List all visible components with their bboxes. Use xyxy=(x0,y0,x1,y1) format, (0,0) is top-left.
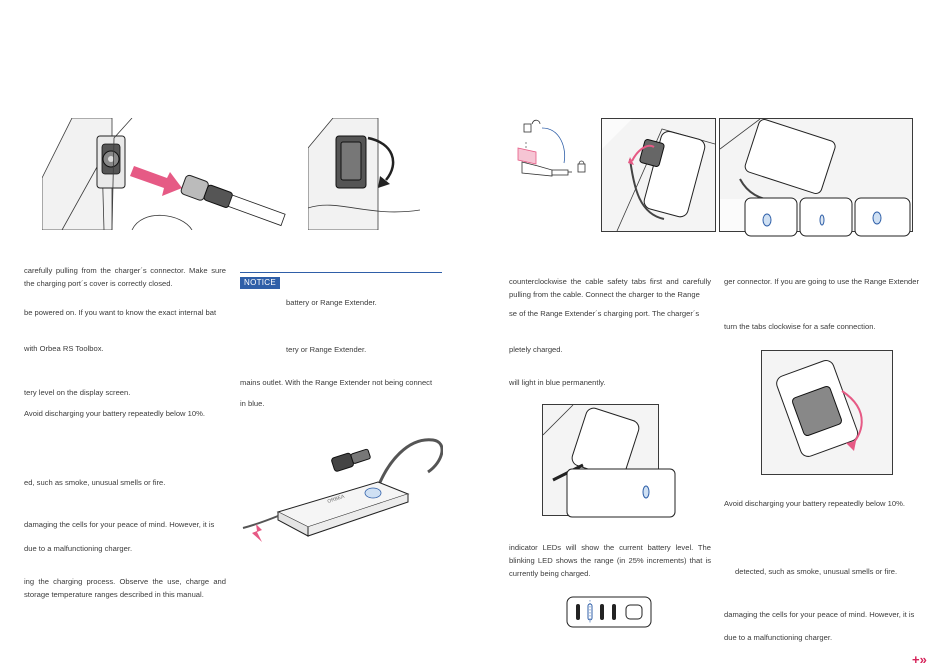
left-paragraph-2: be powered on. If you want to know the exact internal bat xyxy=(24,308,217,317)
notice-rule xyxy=(240,272,442,273)
notice-line-4: in blue. xyxy=(240,399,265,408)
charger-illustration xyxy=(238,432,443,552)
notice-line-3: mains outlet. With the Range Extender not being connect xyxy=(240,378,433,387)
charging-port-figure xyxy=(42,118,288,230)
range-extender-connect-figure xyxy=(601,118,716,232)
right-paragraph-3: pletely charged. xyxy=(509,345,563,354)
far-right-paragraph-5: damaging the cells for your peace of mind. However, it is xyxy=(724,610,915,619)
left-paragraph-7: damaging the cells for your peace of mind. However, it is xyxy=(24,520,215,529)
far-right-paragraph-4: detected, such as smoke, unusual smells or fire. xyxy=(735,567,898,576)
next-page-button[interactable]: +» xyxy=(912,652,927,667)
right-paragraph-1: counterclockwise the cable safety tabs first and carefully pulling from the cable. Connect the charger to the Range xyxy=(509,277,711,299)
notice-line-2: tery or Range Extender. xyxy=(286,345,367,354)
safety-tab-diagram xyxy=(512,118,594,188)
notice-line-1: battery or Range Extender. xyxy=(286,298,377,307)
port-cover-figure xyxy=(308,118,420,230)
led-panels xyxy=(742,196,912,238)
left-paragraph-6: ed, such as smoke, unusual smells or fire. xyxy=(24,478,166,487)
right-paragraph-2: se of the Range Extender´s charging port. The charger´s xyxy=(509,309,700,318)
left-paragraph-3: with Orbea RS Toolbox. xyxy=(24,344,104,353)
left-paragraph-9: ing the charging process. Observe the use, charge and storage temperature ranges described in this manual. xyxy=(24,577,226,599)
right-paragraph-5: indicator LEDs will show the current battery level. The blinking LED shows the range (in 25% increments) that is currently being charged. xyxy=(509,543,711,578)
left-paragraph-4: tery level on the display screen. xyxy=(24,388,131,397)
far-right-paragraph-3: Avoid discharging your battery repeatedly below 10%. xyxy=(724,499,905,508)
far-right-paragraph-1: ger connector. If you are going to use the Range Extender xyxy=(724,277,920,286)
charging-led-panel xyxy=(566,468,676,518)
right-paragraph-4: will light in blue permanently. xyxy=(509,378,606,387)
far-right-paragraph-6: due to a malfunctioning charger. xyxy=(724,633,833,642)
charger-brand: ORBEA xyxy=(326,493,346,505)
left-paragraph-5: Avoid discharging your battery repeatedly below 10%. xyxy=(24,409,205,418)
far-right-paragraph-2: turn the tabs clockwise for a safe connection. xyxy=(724,322,876,331)
left-paragraph-8: due to a malfunctioning charger. xyxy=(24,544,133,553)
notice-badge: NOTICE xyxy=(240,277,280,289)
battery-level-indicator xyxy=(566,596,652,628)
tab-rotate-figure xyxy=(761,350,893,475)
left-paragraph-1: carefully pulling from the charger´s connector. Make sure the charging port´s cover is correctly closed. xyxy=(24,266,226,288)
